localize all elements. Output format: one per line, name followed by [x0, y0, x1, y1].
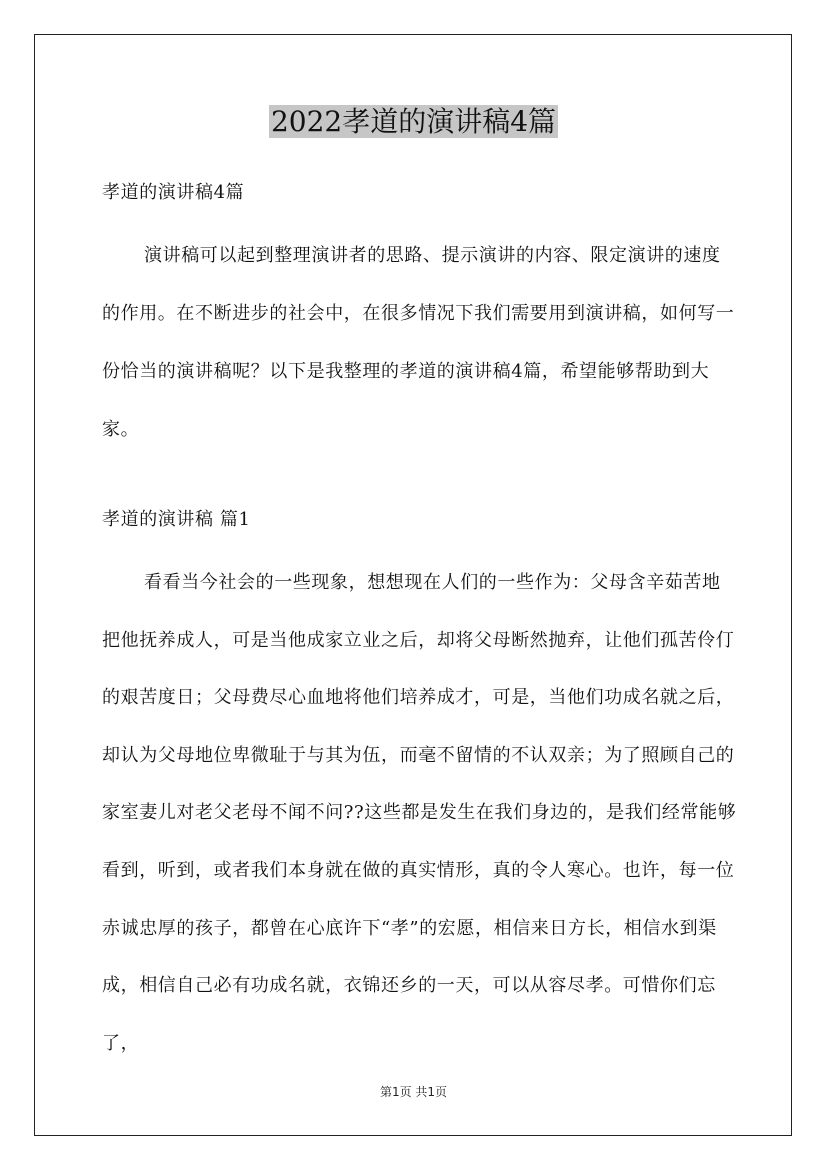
page-number-footer: 第1页 共1页: [379, 1085, 448, 1099]
document-title: [0, 100, 827, 144]
document-subtitle: 孝道的演讲稿4篇: [102, 182, 245, 203]
intro-paragraph: 演讲稿可以起到整理演讲者的思路、提示演讲的内容、限定演讲的速度的作用。在不断进步的社会中，在很多情况下我们需要用到演讲稿，如何写一份恰当的演讲稿呢？以下是我整理的孝道的演讲稿4篇，希望能够帮助到大家。: [102, 245, 735, 440]
document-title-text: 2022孝道的演讲稿4篇: [270, 105, 557, 138]
section-body-paragraph: 看看当今社会的一些现象，想想现在人们的一些作为：父母含辛茹苦地把他抚养成人，可是当他成家立业之后，却将父母断然抛弃，让他们孤苦伶仃的艰苦度日；父母费尽心血地将他们培养成才，可是，当他们功成名就之后，却认为父母地位卑微耻于与其为伍，而毫不留情的不认双亲；为了照顾自己的家室妻儿对老父老母不闻不问??这些都是发生在我们身边的，是我们经常能够看到，听到，或者我们本身就在做的真实情形，真的令人寒心。也许，每一位赤诚忠厚的孩子，都曾在心底许下“孝”的宏愿，相信来日方长，相信水到渠成，相信自己必有功成名就，衣锦还乡的一天，可以从容尽孝。可惜你们忘了，: [102, 572, 737, 1054]
section-heading: 孝道的演讲稿 篇1: [102, 509, 251, 530]
